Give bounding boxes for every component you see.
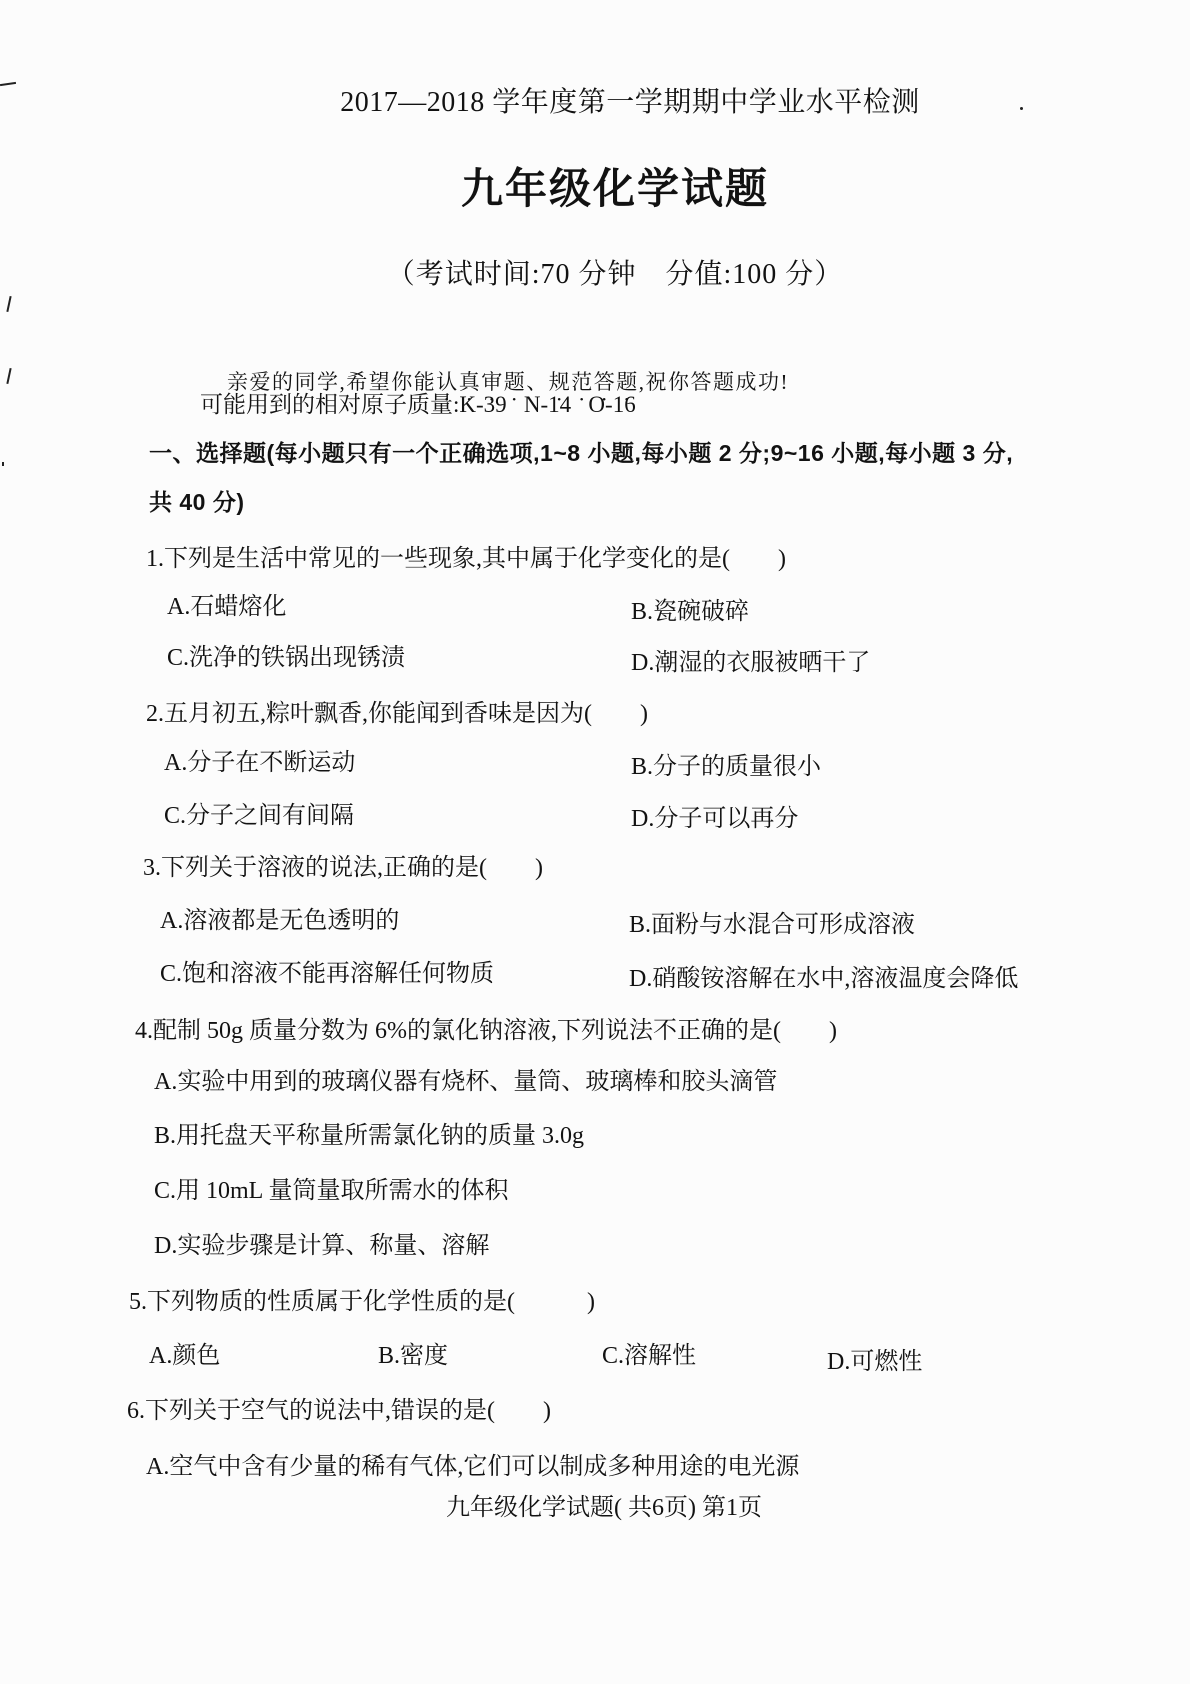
greeting-emphasis: 认真审题	[436, 370, 527, 394]
option-a: A.颜色	[149, 1343, 221, 1369]
page-footer: 九年级化学试题( 共6页) 第1页	[446, 1495, 762, 1521]
question-stem: 6.下列关于空气的说法中,错误的是( )	[127, 1398, 551, 1424]
option-b: B.密度	[378, 1343, 449, 1369]
section-heading-continued: 共 40 分)	[149, 489, 245, 515]
option-a: A.实验中用到的玻璃仪器有烧杯、量筒、玻璃棒和胶头滴管	[154, 1069, 778, 1095]
option-d: D.实验步骤是计算、称量、溶解	[154, 1233, 490, 1259]
atomic-masses: 可能用到的相对原子质量:K-39 N-14 O-16	[200, 392, 636, 417]
exam-session-heading: 2017—2018 学年度第一学期期中学业水平检测	[340, 87, 920, 118]
option-b: B.用托盘天平称量所需氯化钠的质量 3.0g	[154, 1123, 585, 1149]
question-stem: 4.配制 50g 质量分数为 6%的氯化钠溶液,下列说法不正确的是( )	[135, 1018, 837, 1044]
question-stem: 1.下列是生活中常见的一些现象,其中属于化学变化的是( )	[146, 546, 786, 572]
option-d: D.可燃性	[827, 1349, 923, 1375]
option-d: D.硝酸铵溶解在水中,溶液温度会降低	[629, 966, 1019, 992]
option-a: A.石蜡熔化	[167, 594, 287, 620]
scan-mark	[6, 296, 11, 312]
option-c: C.溶解性	[602, 1343, 697, 1369]
option-c: C.用 10mL 量筒量取所需水的体积	[154, 1178, 509, 1204]
option-a: A.分子在不断运动	[164, 750, 356, 776]
question-stem: 5.下列物质的性质属于化学性质的是( )	[129, 1289, 595, 1315]
greeting-line	[200, 340, 789, 434]
page-title: 九年级化学试题	[460, 165, 769, 212]
question-stem: 3.下列关于溶液的说法,正确的是( )	[143, 855, 543, 881]
question-stem: 2.五月初五,粽叶飘香,你能闻到香味是因为( )	[146, 701, 648, 727]
option-a: A.空气中含有少量的稀有气体,它们可以制成多种用途的电光源	[146, 1454, 800, 1480]
scan-mark	[2, 462, 4, 466]
greeting-text: ,祝你答题成功!	[638, 370, 789, 394]
option-b: B.瓷碗破碎	[631, 599, 750, 625]
greeting-emphasis: 规范答题	[548, 370, 639, 394]
exam-time-and-score: （考试时间:70 分钟 分值:100 分）	[386, 259, 844, 290]
option-c: C.洗净的铁锅出现锈渍	[167, 645, 406, 671]
scan-mark	[6, 368, 11, 384]
section-heading: 一、选择题(每小题只有一个正确选项,1~8 小题,每小题 2 分;9~16 小题,每小题 3 分,	[149, 440, 1014, 466]
scan-mark	[0, 82, 16, 86]
greeting-separator: 、	[526, 370, 549, 394]
option-b: B.面粉与水混合可形成溶液	[629, 912, 916, 938]
option-d: D.潮湿的衣服被晒干了	[631, 650, 871, 676]
option-c: C.分子之间有间隔	[164, 803, 355, 829]
option-c: C.饱和溶液不能再溶解任何物质	[160, 961, 495, 987]
greeting-text: 亲爱的同学,希望你能	[227, 370, 437, 394]
option-b: B.分子的质量很小	[631, 754, 822, 780]
option-a: A.溶液都是无色透明的	[160, 908, 400, 934]
option-d: D.分子可以再分	[631, 806, 799, 832]
